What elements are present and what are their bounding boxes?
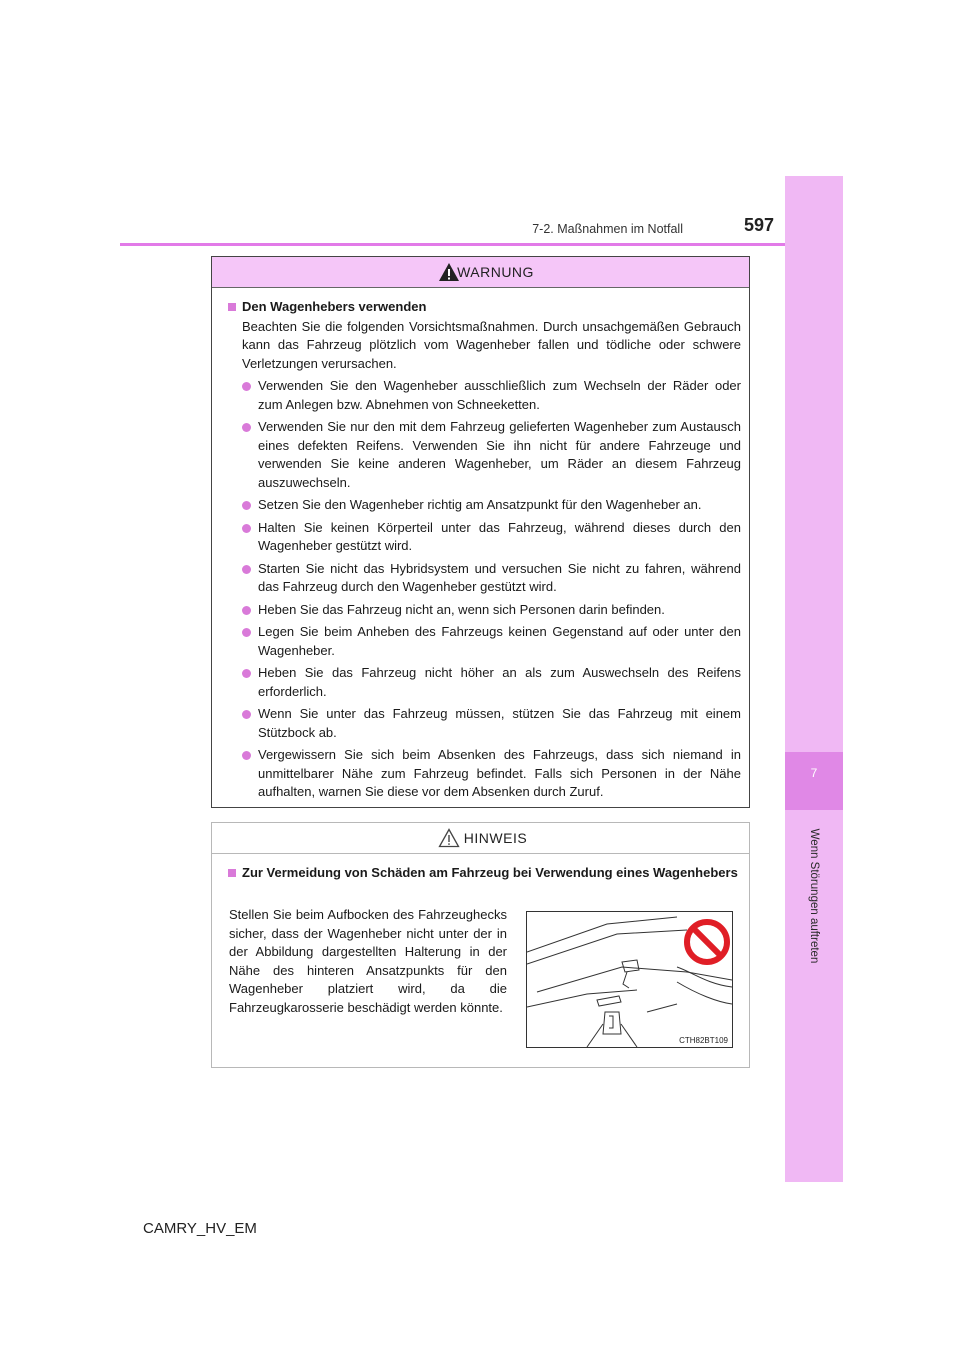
- chapter-number: 7: [810, 766, 818, 780]
- chapter-side-tab: [785, 176, 843, 1182]
- note-title-text: Zur Vermeidung von Schäden am Fahrzeug bei Verwendung eines Wagenhebers: [242, 865, 738, 880]
- bullet-dot-icon: [242, 423, 251, 432]
- bullet-dot-icon: [242, 565, 251, 574]
- note-label: HINWEIS: [463, 830, 528, 846]
- vehicle-underbody-drawing: [527, 912, 732, 1047]
- warning-intro: Beachten Sie die folgenden Vorsichtsmaßnahmen. Durch unsachgemäßen Gebrauch kann das Fahrzeug plötzlich vom Wagenheber fallen und tödliche oder schwere Verletzungen verursachen.: [242, 318, 741, 371]
- bullet-dot-icon: [242, 606, 251, 615]
- note-body-text: Stellen Sie beim Aufbocken des Fahrzeughecks sicher, dass der Wagenheber nicht unter der in der Abbildung dargestellten Halterung in der Nähe des hinteren Ansatzpunkts für den Wagenheber platziert wird, da die Fahrzeugkarosserie beschädigt werden könnte.: [229, 907, 507, 1015]
- square-bullet-icon: [228, 869, 236, 877]
- warning-content: [212, 288, 749, 802]
- note-header: [212, 823, 749, 854]
- prohibited-icon: [687, 922, 727, 962]
- chapter-number-box: [785, 752, 843, 810]
- bullet-dot-icon: [242, 669, 251, 678]
- bullet-dot-icon: [242, 628, 251, 637]
- header-divider: [120, 243, 785, 246]
- list-item: Setzen Sie den Wagenheber richtig am Ansatzpunkt für den Wagenheber an.: [228, 496, 741, 515]
- bullet-dot-icon: [242, 710, 251, 719]
- warning-label: WARNUNG: [457, 264, 534, 280]
- bullet-dot-icon: [242, 751, 251, 760]
- list-item: Wenn Sie unter das Fahrzeug müssen, stützen Sie das Fahrzeug mit einem Stützbock ab.: [228, 705, 741, 742]
- list-item: Heben Sie das Fahrzeug nicht an, wenn sich Personen darin befinden.: [228, 601, 741, 620]
- warning-title: [228, 298, 741, 317]
- list-item: Heben Sie das Fahrzeug nicht höher an als zum Auswechseln des Reifens erforderlich.: [228, 664, 741, 701]
- document-code: CAMRY_HV_EM: [143, 1220, 257, 1237]
- warning-bullet-list: [228, 377, 741, 802]
- warning-title-text: Den Wagenhebers verwenden: [242, 299, 427, 314]
- list-item: Legen Sie beim Anheben des Fahrzeugs keinen Gegenstand auf oder unter den Wagenheber.: [228, 623, 741, 660]
- list-item: Starten Sie nicht das Hybridsystem und versuchen Sie nicht zu fahren, während das Fahrzeug durch den Wagenheber gestützt wird.: [228, 560, 741, 597]
- list-item: Verwenden Sie den Wagenheber ausschließlich zum Wechseln der Räder oder zum Anlegen bzw. Abnehmen von Schneeketten.: [228, 377, 741, 414]
- warning-header: [212, 257, 749, 288]
- bullet-dot-icon: [242, 382, 251, 391]
- list-item: Halten Sie keinen Körperteil unter das Fahrzeug, während dieses durch den Wagenheber gestützt wird.: [228, 519, 741, 556]
- list-item: Vergewissern Sie sich beim Absenken des Fahrzeugs, dass sich niemand in unmittelbarer Nähe zum Fahrzeug befindet. Falls sich Personen in der Nähe aufhalten, warnen Sie diese vor dem Absenken durch Zuruf.: [228, 746, 741, 802]
- bullet-dot-icon: [242, 501, 251, 510]
- warning-box: [211, 256, 750, 808]
- section-title: 7-2. Maßnahmen im Notfall: [532, 222, 683, 236]
- bullet-dot-icon: [242, 524, 251, 533]
- chapter-title: Wenn Störungen auftreten: [808, 828, 820, 964]
- note-title: [228, 864, 741, 883]
- illustration-code: CTH82BT109: [679, 1036, 728, 1045]
- page-number: 597: [743, 215, 774, 235]
- square-bullet-icon: [228, 303, 236, 311]
- note-content: [212, 854, 749, 883]
- list-item: Verwenden Sie nur den mit dem Fahrzeug gelieferten Wagenheber zum Austausch eines defekten Reifens. Verwenden Sie ihn nicht für andere Fahrzeuge und verwenden Sie keine anderen Wagenheber, um Räder an diesem Fahrzeug auszuwechseln.: [228, 418, 741, 492]
- jack-placement-illustration: [526, 911, 733, 1048]
